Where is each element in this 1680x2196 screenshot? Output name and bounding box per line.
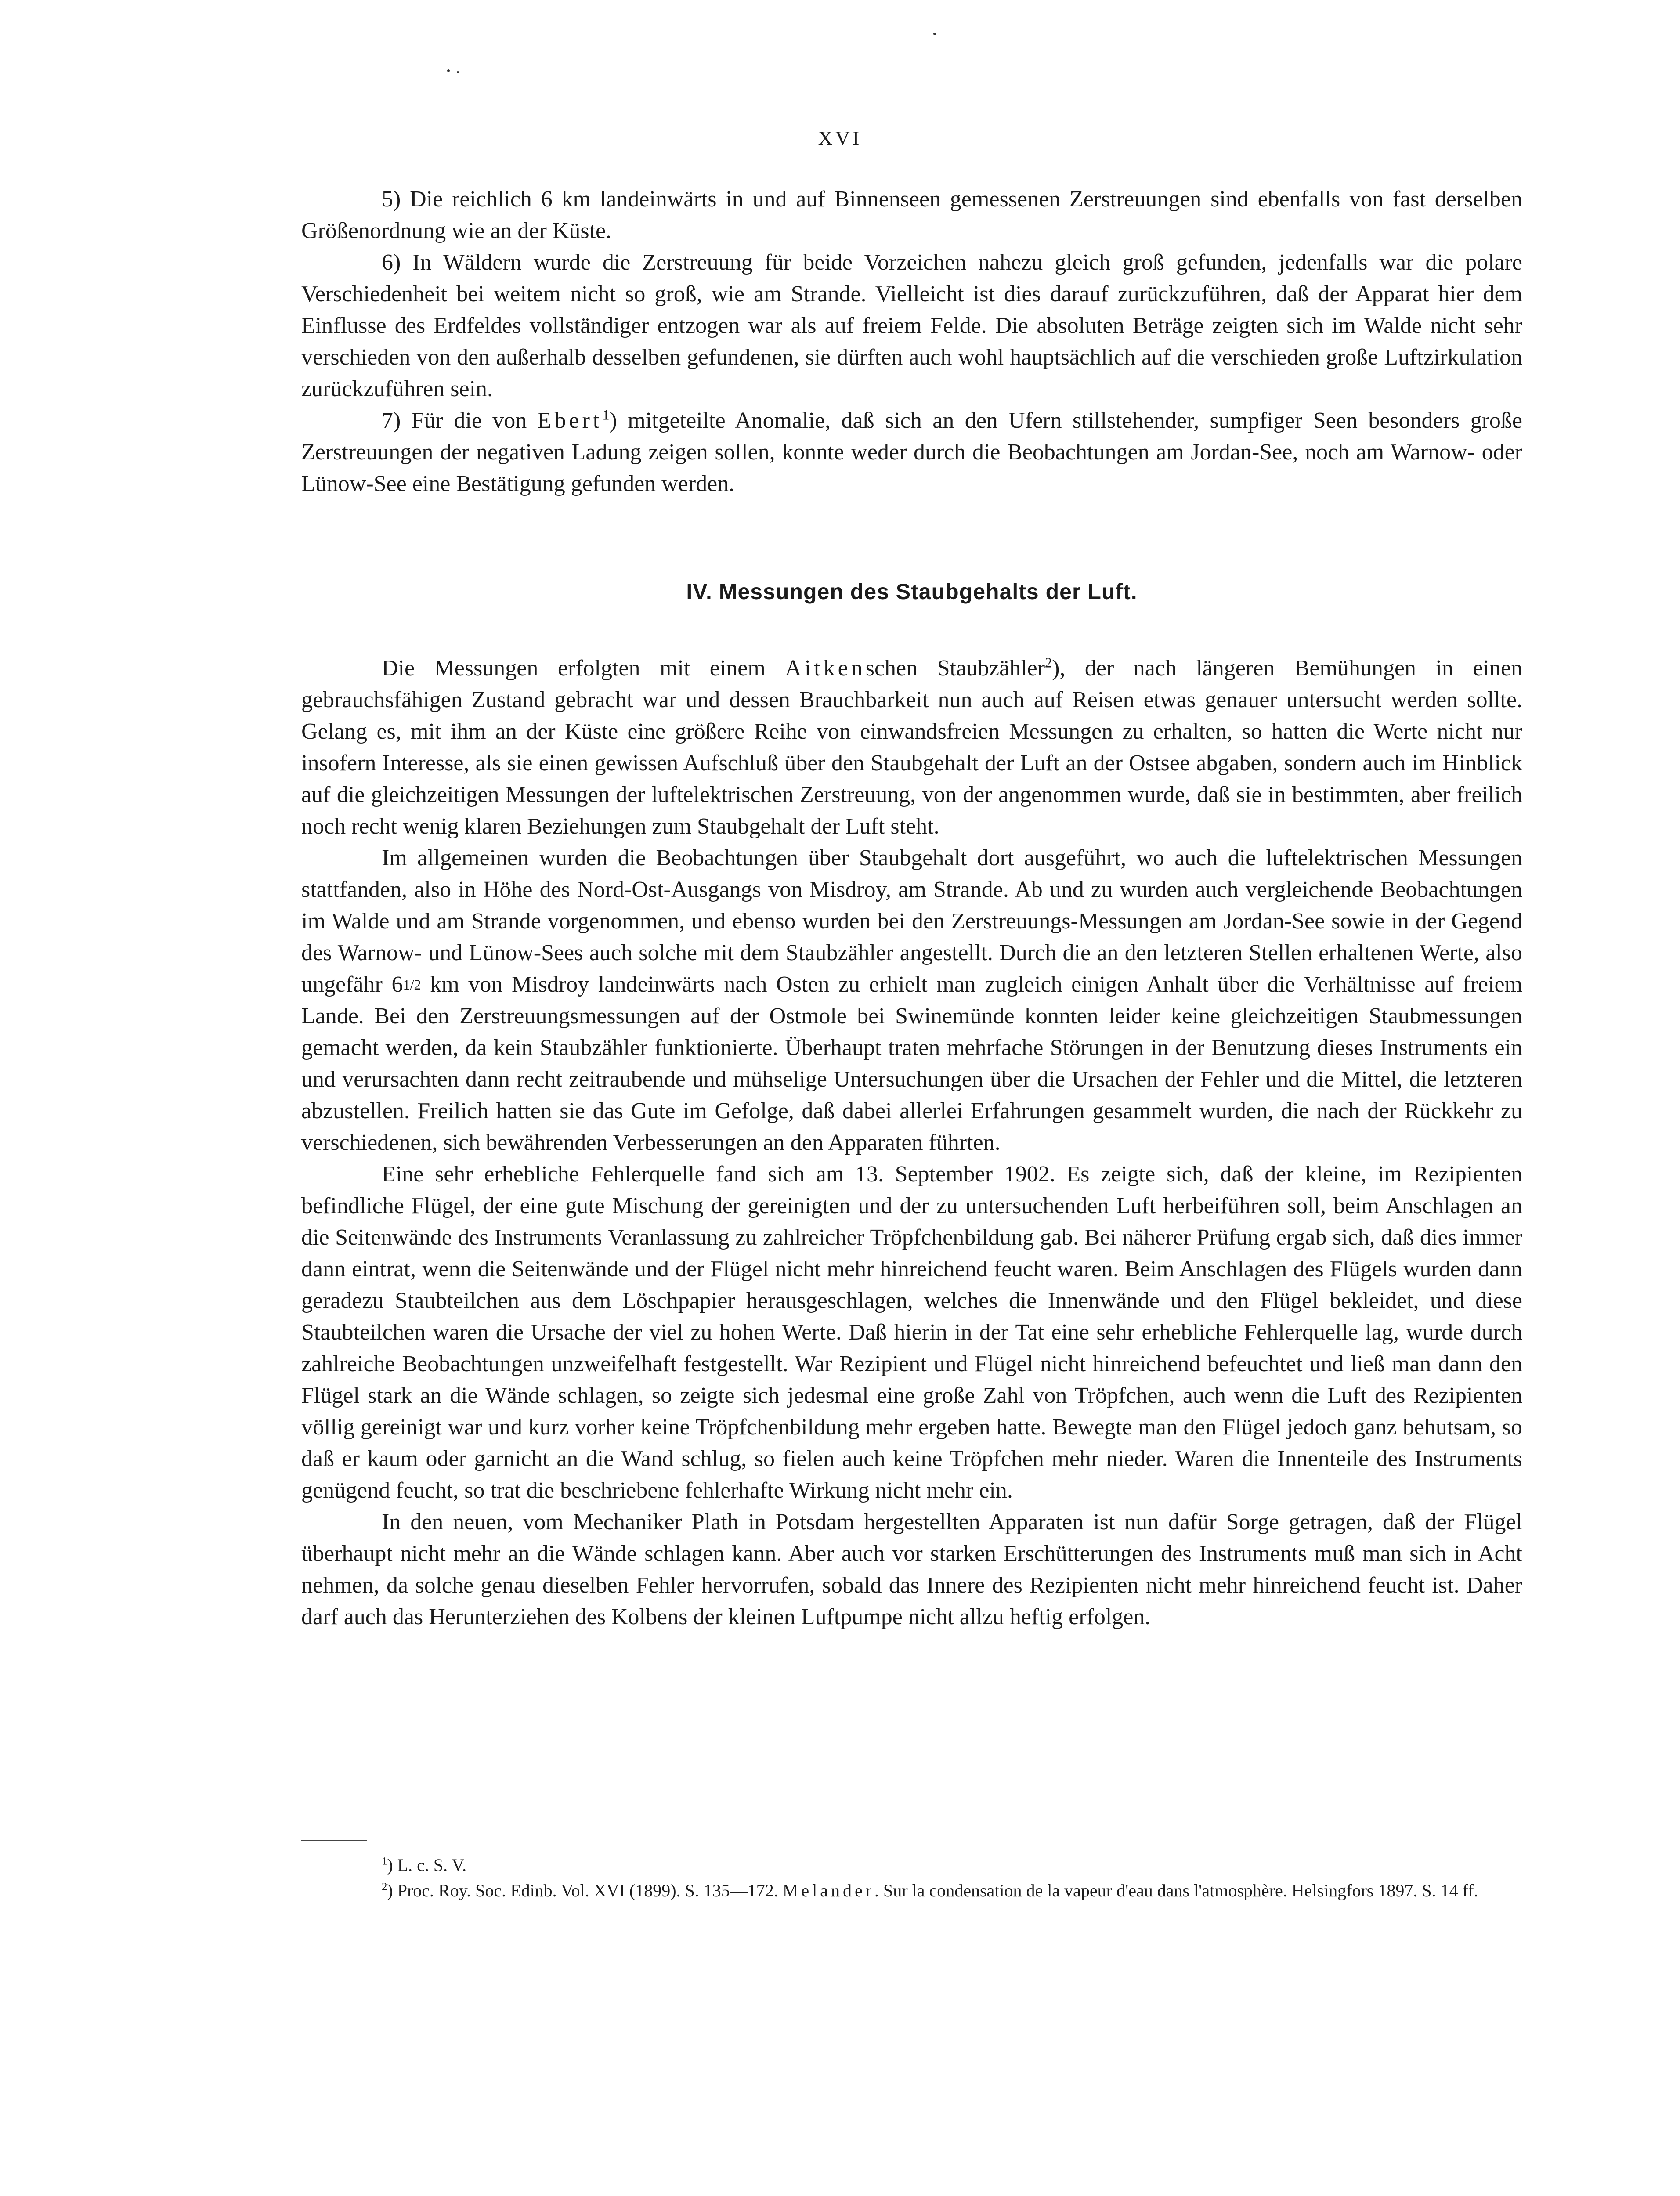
paragraph-text: 6) In Wäldern wurde die Zerstreuung für beide Vorzeichen nahezu gleich groß gefunden, jedenfalls war die polare Verschiedenheit bei weitem nicht so groß, wie am Strande. Vielleicht ist dies darauf zurückzuführen, daß der Apparat hier dem Einflusse des Erdfeldes vollständiger entzogen war als auf freiem Felde. Die absoluten Beträge zeigten sich im Walde nicht sehr verschieden von den außerhalb desselben gefundenen, sie dürften auch wohl hauptsächlich auf die verschieden große Luftzirkulation zurückzuführen sein. [301, 250, 1522, 401]
scan-speck [447, 69, 450, 72]
paragraph-text: In den neuen, vom Mechaniker Plath in Potsdam hergestellten Apparaten ist nun dafür Sorge getragen, daß der Flügel überhaupt nicht mehr an die Wände schlagen kann. Aber auch vor starken Erschütterungen des Instruments muß man sich in Acht nehmen, da solche genau dieselben Fehler hervorrufen, sobald das Innere des Rezipienten nicht mehr hinreichend feucht ist. Daher darf auch das Herunterziehen des Kolbens der kleinen Luftpumpe nicht allzu heftig erfolgen. [301, 1510, 1522, 1630]
paragraph-text: Im allgemeinen wurden die Beobachtungen über Staubgehalt dort ausgeführt, wo auch die luftelektrischen Messungen stattfanden, also in Höhe des Nord-Ost-Ausgangs von Misdroy, am Strande. Ab und zu wurden auch vergleichende Beobachtungen im Walde und am Strande vorgenommen, und ebenso wurden bei den Zerstreuungs-Messungen am Jordan-See sowie in der Gegend des Warnow- und Lünow-Sees auch solche mit dem Staubzähler angestellt. Durch die an den letzteren Stellen erhaltenen Werte, also ungefähr 6 [301, 845, 1522, 997]
footnote-text: ) Proc. Roy. Soc. Edinb. Vol. XVI (1899). S. 135—172. [387, 1881, 783, 1900]
footnote [301, 1853, 1522, 1878]
paragraph [301, 653, 1522, 842]
fraction: 1/2 [403, 977, 421, 993]
paragraph-text: schen Staubzähler [865, 656, 1045, 681]
page-number: XVI [818, 127, 862, 149]
paragraph-text: Eine sehr erhebliche Fehlerquelle fand sich am 13. September 1902. Es zeigte sich, daß der kleine, im Rezipienten befindliche Flügel, der eine gute Mischung der gereinigten und der zu untersuchenden Luft herbeiführen soll, beim Anschlagen an die Seitenwände des Instruments Veranlassung zu zahlreicher Tröpfchenbildung gab. Bei näherer Prüfung ergab sich, daß dies immer dann eintrat, wenn die Seitenwände und der Flügel nicht mehr hinreichend feucht waren. Beim Anschlagen des Flügels wurden dann geradezu Staubteilchen aus dem Löschpapier herausgeschlagen, welches die Innenwände und den Flügel bekleidet, und diese Staubteilchen waren die Ursache der viel zu hohen Werte. Daß hierin in der Tat eine sehr erhebliche Fehlerquelle lag, wurde durch zahlreiche Beobachtungen unzweifelhaft festgestellt. War Rezipient und Flügel nicht hinreichend befeuchtet und ließ man dann den Flügel stark an die Wände schlagen, so zeigte sich jedesmal eine große Zahl von Tröpfchen, auch wenn die Luft des Rezipienten völlig gereinigt war und kurz vorher keine Tröpfchenbildung mehr ergeben hatte. Bewegte man den Flügel jedoch ganz behutsam, so daß er kaum oder garnicht an die Wand schlug, so fielen auch keine Tröpfchen mehr nieder. Waren die Innenteile des Instruments genügend feucht, so trat die beschriebene fehlerhafte Wirkung nicht mehr ein. [301, 1162, 1522, 1503]
footnote-divider [301, 1840, 367, 1841]
paragraph [301, 842, 1522, 1159]
paragraph-text: 5) Die reichlich 6 km landeinwärts in und auf Binnenseen gemessenen Zerstreuungen sind ebenfalls von fast derselben Größenordnung wie an der Küste. [301, 187, 1522, 243]
footnotes [301, 1853, 1522, 1903]
paragraph [301, 247, 1522, 405]
section-body [301, 653, 1522, 1633]
paragraph-text: 7) Für die von [382, 408, 538, 433]
footnote-text: . Sur la condensation de la vapeur d'eau dans l'atmosphère. Helsingfors 1897. S. 14 ff. [874, 1881, 1478, 1900]
scan-speck [457, 71, 459, 73]
author-name: Ebert [537, 408, 603, 433]
footnote-reference[interactable]: 1 [602, 407, 610, 423]
paragraph-text: ) mitgeteilte Anomalie, daß sich an den Ufern stillstehender, sumpfiger Seen besonders große Zerstreuungen der negativen Ladung zeigen sollen, konnte weder durch die Beobachtungen am Jordan-See, noch am Warnow- oder Lünow-See eine Bestätigung gefunden werden. [301, 408, 1522, 496]
paragraph [301, 405, 1522, 500]
author-name: Melander [782, 1881, 875, 1900]
paragraph [301, 1159, 1522, 1506]
author-name: Aitken [785, 656, 866, 681]
section-heading: IV. Messungen des Staubgehalts der Luft. [686, 579, 1138, 604]
paragraph [301, 1506, 1522, 1633]
paragraph-text: ), der nach längeren Bemühungen in einen gebrauchsfähigen Zustand gebracht war und dessen Brauchbarkeit nun auch auf Reisen etwas genauer untersucht werden sollte. Gelang es, mit ihm an der Küste eine größere Reihe von einwandsfreien Messungen zu erhalten, so hatten die Werte nicht nur insofern Interesse, als sie einen gewissen Aufschluß über den Staubgehalt der Luft an der Ostsee abgaben, sondern auch im Hinblick auf die gleichzeitigen Messungen der luftelektrischen Zerstreuung, von der angenommen wurde, daß sie in bestimmten, aber freilich noch recht wenig klaren Beziehungen zum Staubgehalt der Luft steht. [301, 656, 1522, 839]
footnote-mark: 2 [382, 1881, 387, 1893]
paragraph [301, 184, 1522, 247]
footnote-reference[interactable]: 2 [1045, 654, 1052, 671]
footnote [301, 1878, 1522, 1903]
paragraph-text: Die Messungen erfolgten mit einem [382, 656, 785, 681]
continued-text-block [301, 184, 1522, 500]
paragraph-text: km von Misdroy landeinwärts nach Osten zu erhielt man zugleich einigen Anhalt über die Verhältnisse auf freiem Lande. Bei den Zerstreuungsmessungen auf der Ostmole bei Swinemünde konnten leider keine gleichzeitigen Staubmessungen gemacht werden, da kein Staubzähler funktionierte. Überhaupt traten mehrfache Störungen in der Benutzung dieses Instruments ein und verursachten dann recht zeitraubende und mühselige Untersuchungen über die Ursachen der Fehler und die Mittel, die letzteren abzustellen. Freilich hatten sie das Gute im Gefolge, daß dabei allerlei Erfahrungen gesammelt wurden, die nach der Rückkehr zu verschiedenen, sich bewährenden Verbesserungen an den Apparaten führten. [301, 972, 1522, 1156]
footnote-mark: 1 [382, 1855, 387, 1867]
footnote-text: ) L. c. S. V. [387, 1855, 467, 1875]
scan-speck [933, 33, 936, 35]
